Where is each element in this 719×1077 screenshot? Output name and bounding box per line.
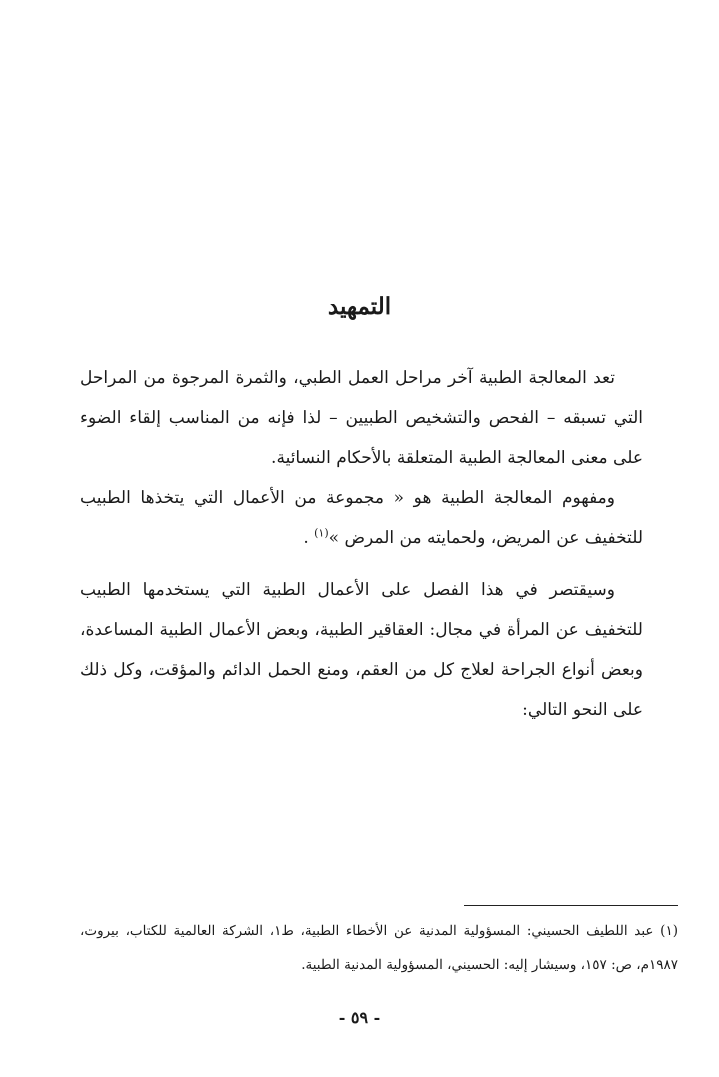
paragraph-3-text: وسيقتصر في هذا الفصل على الأعمال الطبية التي يستخدمها الطبيب للتخفيف عن المرأة في مجال: العقاقير الطبية، وبعض الأعمال الطبية المساعدة، وبعض أنواع الجراحة لعلاج كل من العقم، ومنع الحمل الدائم والمؤقت، وكل ذلك على النحو التالي:: [80, 580, 643, 720]
footnote-reference: (١): [314, 526, 329, 540]
chapter-title: التمهيد: [327, 293, 392, 320]
paragraph-2-trailing: .: [303, 528, 315, 548]
paragraph-2: [80, 478, 643, 558]
footnote: (١) عبد اللطيف الحسيني: المسؤولية المدنية عن الأخطاء الطبية، ط١، الشركة العالمية للكتاب، بيروت، ١٩٨٧م، ص: ١٥٧، وسيشار إليه: الحسيني، المسؤولية المدنية الطبية.: [80, 923, 679, 973]
paragraph-3: [80, 570, 643, 730]
paragraph-1-text: تعد المعالجة الطبية آخر مراحل العمل الطبي، والثمرة المرجوة من المراحل التي تسبقه – الفحص والتشخيص الطبيين – لذا فإنه من المناسب إلقاء الضوء على معنى المعالجة الطبية المتعلقة بالأحكام النسائية.: [80, 368, 643, 468]
footnote-divider: [464, 905, 678, 906]
paragraph-2-main-text: ومفهوم المعالجة الطبية هو « مجموعة من الأعمال التي يتخذها الطبيب للتخفيف عن المريض، ولحمايته من المرض »: [80, 488, 643, 548]
paragraph-1: [80, 358, 643, 478]
paragraph-2-text: [80, 478, 643, 558]
page-number: - ٥٩ -: [338, 1008, 381, 1027]
